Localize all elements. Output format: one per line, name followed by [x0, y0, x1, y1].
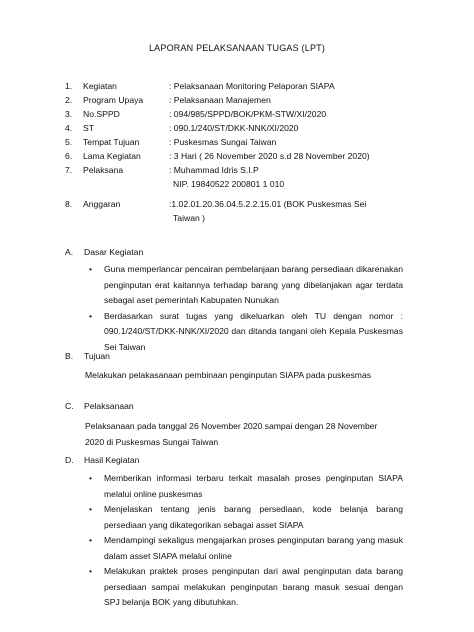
- info-value: : Muhammad Idris S.I.P: [169, 165, 259, 175]
- bullet-icon: •: [89, 264, 93, 274]
- info-label: Lama Kegiatan: [83, 151, 141, 161]
- info-label: No.SPPD: [83, 109, 120, 119]
- info-value: : Puskesmas Sungai Taiwan: [169, 137, 277, 147]
- list-item-text: Guna memperlancar pencairan pembelanjaan barang persediaan dikarenakan penginputan erat kaitannya terhadap barang yang dibelanjakan agar terdata sebagai aset pemerintah Kabupaten Nunukan: [104, 264, 403, 305]
- info-value: : 3 Hari ( 26 November 2020 s.d 28 November 2020): [169, 151, 370, 161]
- info-label: Tempat Tujuan: [83, 137, 140, 147]
- info-label: Pelaksana: [83, 165, 124, 175]
- info-value: : Pelaksanaan Monitoring Pelaporan SIAPA: [169, 81, 335, 91]
- list-item-text: Berdasarkan surat tugas yang dikeluarkan oleh TU dengan nomor : 090.1/240/ST/DKK-NNK/XI/2020 dan ditanda tangani oleh Kepala Puskesmas Sei Taiwan: [104, 310, 403, 352]
- bullet-icon: •: [89, 473, 93, 483]
- info-label: ST: [83, 123, 94, 133]
- info-label: Anggaran: [83, 199, 121, 209]
- list-item-text: Melakukan praktek proses penginputan dari awal penginputan data barang persediaan sampai melakukan penginputan barang masuk sesuai dengan SPJ belanja BOK yang dibutuhkan.: [104, 566, 403, 607]
- list-item: [85, 564, 403, 611]
- section-title: Hasil Kegiatan: [84, 455, 140, 465]
- info-number: 4.: [65, 123, 73, 133]
- section-letter: C.: [65, 401, 74, 411]
- pelaksanaan-line-1: Pelaksanaan pada tanggal 26 November 2020 sampai dengan 28 November: [85, 421, 378, 431]
- info-number: 6.: [65, 151, 73, 161]
- section-title: Tujuan: [84, 351, 110, 361]
- list-item-text: Menjelaskan tentang jenis barang persediaan, kode belanja barang persediaan yang dikategorikan sebagai asset SIAPA: [104, 504, 403, 530]
- list-item-text: Mendampingi sekaligus mengajarkan proses penginputan barang yang masuk dalam asset SIAPA melalui online: [104, 535, 403, 561]
- pelaksanaan-text: [85, 419, 403, 450]
- info-label: Program Upaya: [83, 95, 144, 105]
- page-title: LAPORAN PELAKSANAAN TUGAS (LPT): [148, 43, 326, 53]
- section-letter: D.: [65, 455, 74, 465]
- bullet-icon: •: [89, 535, 93, 545]
- list-item: [85, 262, 403, 309]
- info-number: 3.: [65, 109, 73, 119]
- list-item-text: Memberikan informasi terbaru terkait masalah proses penginputan SIAPA melalui online puskesmas: [104, 473, 403, 499]
- section-a-bullet-list: [85, 262, 403, 355]
- info-value: : 090.1/240/ST/DKK-NNK/XI/2020: [169, 123, 299, 133]
- pelaksanaan-line-2: 2020 di Puskesmas Sungai Taiwan: [85, 436, 219, 447]
- bullet-icon: •: [89, 310, 93, 321]
- info-value: : Pelaksanaan Manajemen: [169, 95, 271, 105]
- section-letter: A.: [65, 247, 74, 257]
- section-title: Pelaksanaan: [84, 401, 134, 411]
- section-letter: B.: [65, 351, 74, 361]
- info-number: 7.: [65, 165, 73, 175]
- info-label: Kegiatan: [83, 81, 117, 91]
- info-number: 1.: [65, 81, 73, 91]
- list-item: [85, 309, 403, 356]
- list-item: [85, 471, 403, 502]
- info-number: 2.: [65, 95, 73, 105]
- info-value: : 094/985/SPPD/BOK/PKM-STW/XI/2020: [169, 109, 327, 119]
- info-value-nip: NIP. 19840522 200801 1 010: [173, 179, 285, 189]
- info-value-continued: Taiwan ): [173, 213, 205, 223]
- list-item: [85, 502, 403, 533]
- section-d-bullet-list: [85, 471, 403, 611]
- bullet-icon: •: [89, 504, 93, 514]
- info-value: :1.02.01.20.36.04.5.2.2.15.01 (BOK Puskesmas Sei: [169, 199, 367, 209]
- info-number: 5.: [65, 137, 73, 147]
- bullet-icon: •: [89, 566, 93, 576]
- list-item: [85, 533, 403, 564]
- info-number: 8.: [65, 199, 73, 209]
- section-title: Dasar Kegiatan: [84, 247, 144, 257]
- tujuan-text: Melakukan pelakasanaan pembinaan penginputan SIAPA pada puskesmas: [85, 370, 372, 380]
